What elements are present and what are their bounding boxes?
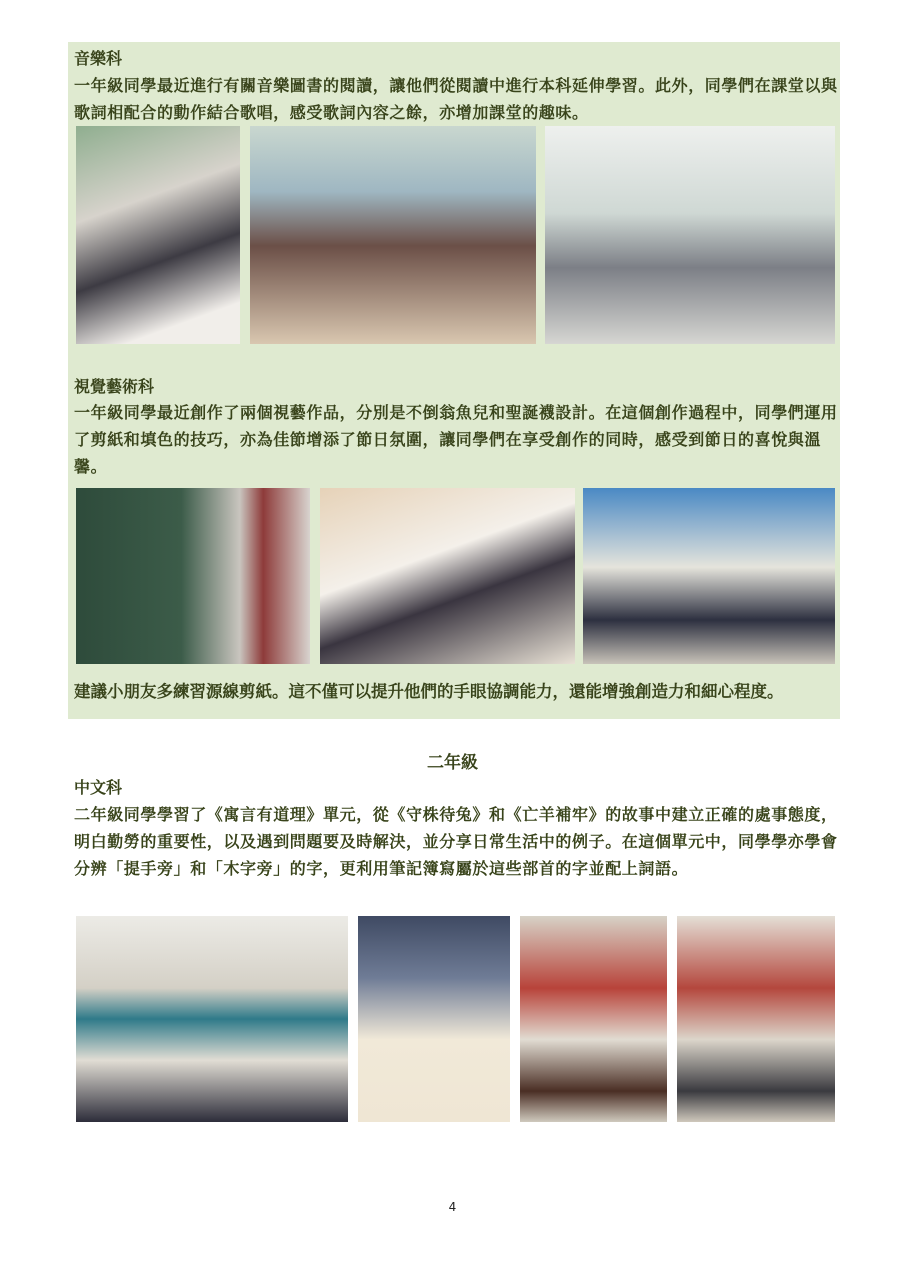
visual-arts-photo-2 [320,488,575,664]
chinese-photo-1 [76,916,348,1122]
chinese-photo-4 [677,916,835,1122]
chinese-paragraph: 二年級同學學習了《寓言有道理》單元，從《守株待兔》和《亡羊補牢》的故事中建立正確的處事態度，明白勤勞的重要性，以及遇到問題要及時解決，並分享日常生活中的例子。在這個單元中，同學學亦學會分辨「提手旁」和「木字旁」的字，更利用筆記簿寫屬於這些部首的字並配上詞語。 [74,805,838,878]
grade2-heading: 二年級 [427,753,478,773]
page-number: 4 [448,1200,457,1214]
visual-arts-tip: 建議小朋友多練習源線剪紙。這不僅可以提升他們的手眼協調能力，還能增強創造力和細心程度。 [74,682,784,701]
music-photo-1 [76,126,240,344]
music-photo-2 [250,126,536,344]
chinese-subject-title: 中文科 [74,778,123,797]
chinese-photo-3 [520,916,667,1122]
music-photo-3 [545,126,835,344]
visual-arts-photo-1 [76,488,310,664]
music-subject-title: 音樂科 [74,49,123,68]
chinese-photo-2 [358,916,510,1122]
visual-arts-subject-title: 視覺藝術科 [74,377,155,396]
visual-arts-photo-3 [583,488,835,664]
visual-arts-paragraph: 一年級同學最近創作了兩個視藝作品，分別是不倒翁魚兒和聖誕襪設計。在這個創作過程中，同學們運用了剪紙和填色的技巧，亦為佳節增添了節日氛圍，讓同學們在享受創作的同時，感受到節日的喜悅與溫馨。 [74,403,838,476]
music-paragraph: 一年級同學最近進行有關音樂圖書的閱讀，讓他們從閱讀中進行本科延伸學習。此外，同學們在課堂以與歌詞相配合的動作結合歌唱，感受歌詞內容之餘，亦增加課堂的趣味。 [74,76,838,122]
